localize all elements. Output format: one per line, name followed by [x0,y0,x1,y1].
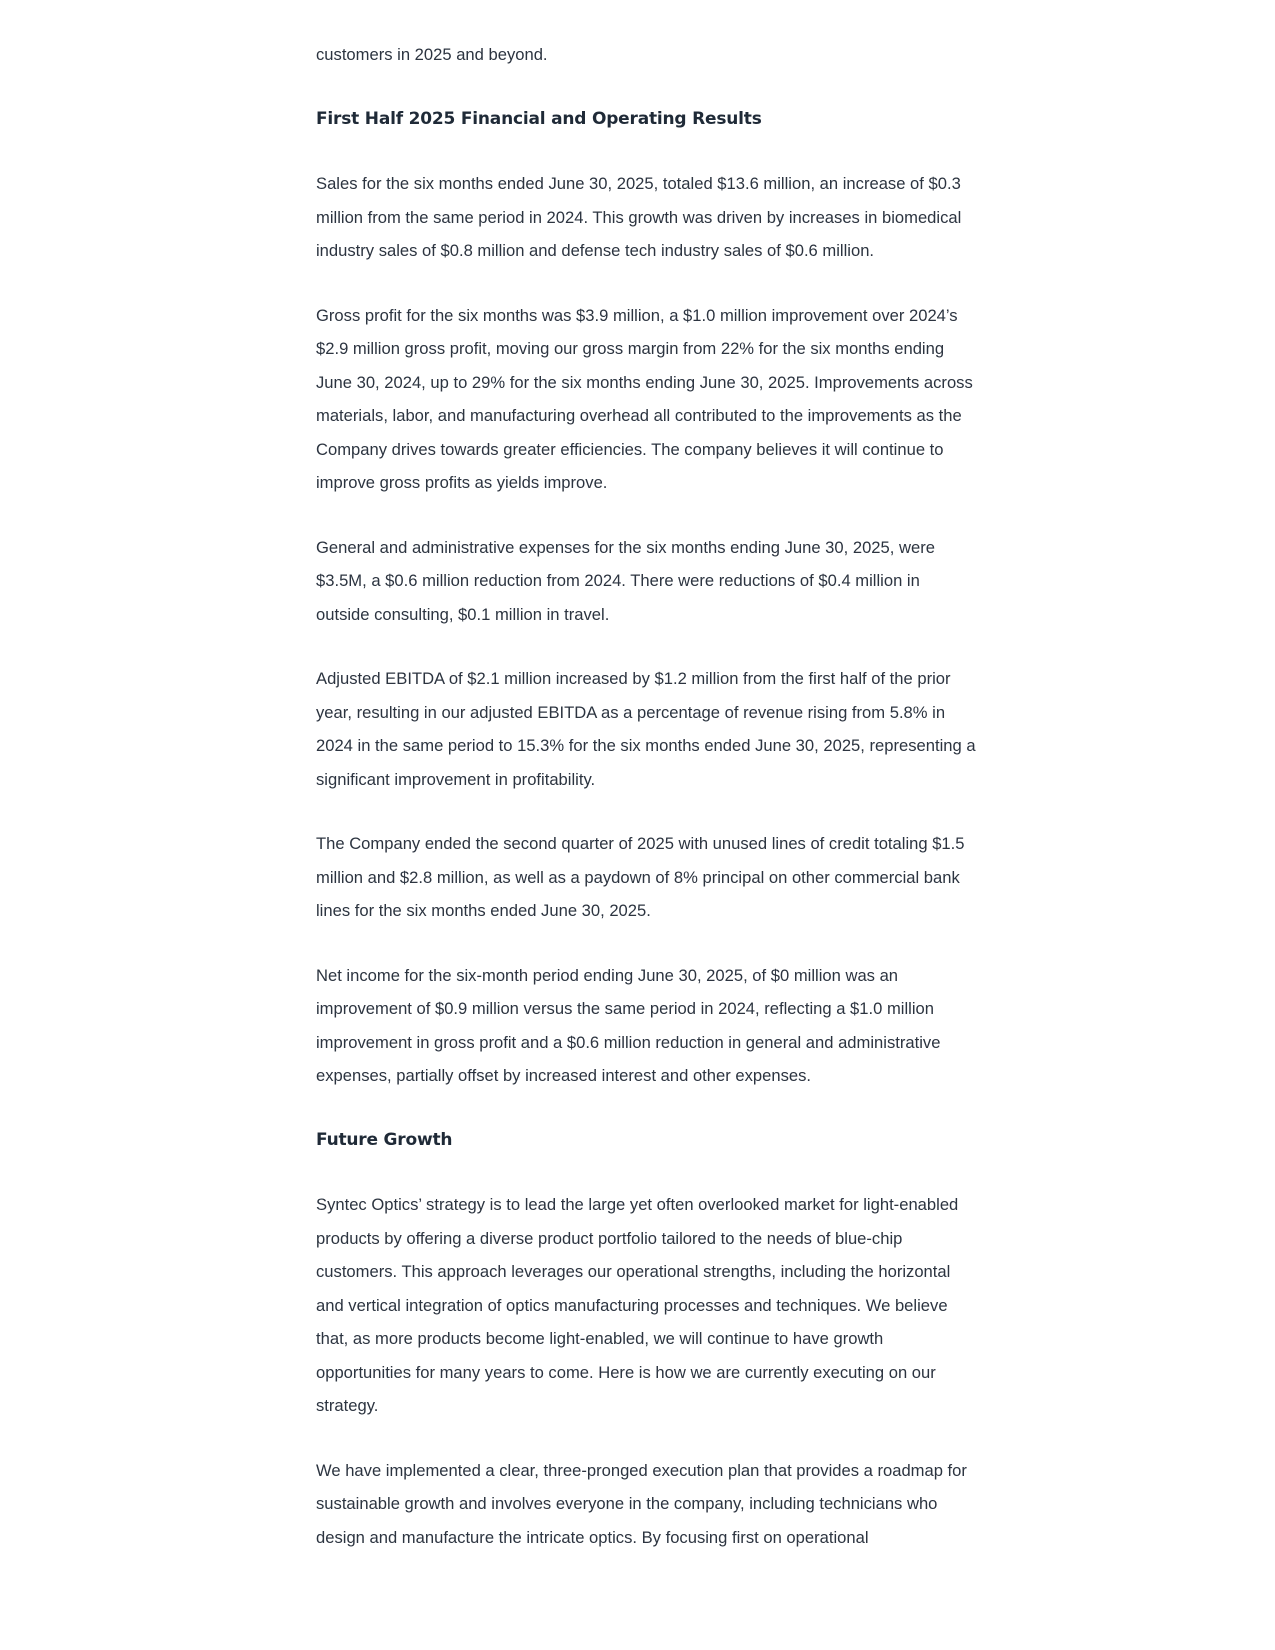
net-income-paragraph: Net income for the six-month period ending June 30, 2025, of $0 million was an improvement of $0.9 million versus the same period in 2024, reflecting a $1.0 million improvement in gross profit and a $0.6 million reduction in general and administrative expenses, partially offset by increased interest and other expenses. [316,965,941,1085]
ga-expenses-paragraph: General and administrative expenses for the six months ending June 30, 2025, were $3.5M, a $0.6 million reduction from 2024. There were reductions of $0.4 million in outside consulting, $0.1 million in travel. [316,537,935,624]
intro-tail-paragraph: customers in 2025 and beyond. [316,45,548,64]
ebitda-paragraph: Adjusted EBITDA of $2.1 million increased by $1.2 million from the first half of the prior year, resulting in our adjusted EBITDA as a percentage of revenue rising from 5.8% in 2024 in the same period to 15.3% for the six months ended June 30, 2025, representing a significant improvement in profitability. [316,669,976,789]
future-growth-heading: Future Growth [316,1129,453,1150]
article-body [316,38,976,1585]
credit-paragraph: The Company ended the second quarter of 2025 with unused lines of credit totaling $1.5 million and $2.8 million, as well as a paydown of 8% principal on other commercial bank lines for the six months ended June 30, 2025. [316,834,965,920]
execution-paragraph: We have implemented a clear, three-pronged execution plan that provides a roadmap for sustainable growth and involves everyone in the company, including technicians who design and manufacture the intricate optics. By focusing first on operational [316,1460,967,1547]
results-heading: First Half 2025 Financial and Operating Results [316,108,762,129]
sales-paragraph: Sales for the six months ended June 30, 2025, totaled $13.6 million, an increase of $0.3 million from the same period in 2024. This growth was driven by increases in biomedical industry sales of $0.8 million and defense tech industry sales of $0.6 million. [316,174,962,260]
strategy-paragraph: Syntec Optics’ strategy is to lead the large yet often overlooked market for light-enabled products by offering a diverse product portfolio tailored to the needs of blue-chip customers. This approach leverages our operational strengths, including the horizontal and vertical integration of optics manufacturing processes and techniques. We believe that, as more products become light-enabled, we will continue to have growth opportunities for many years to come. Here is how we are currently executing on our strategy. [316,1195,959,1415]
gross-profit-paragraph: Gross profit for the six months was $3.9 million, a $1.0 million improvement over 2024’s $2.9 million gross profit, moving our gross margin from 22% for the six months ending June 30, 2024, up to 29% for the six months ending June 30, 2025. Improvements across materials, labor, and manufacturing overhead all contributed to the improvements as the Company drives towards greater efficiencies. The company believes it will continue to improve gross profits as yields improve. [316,305,973,492]
